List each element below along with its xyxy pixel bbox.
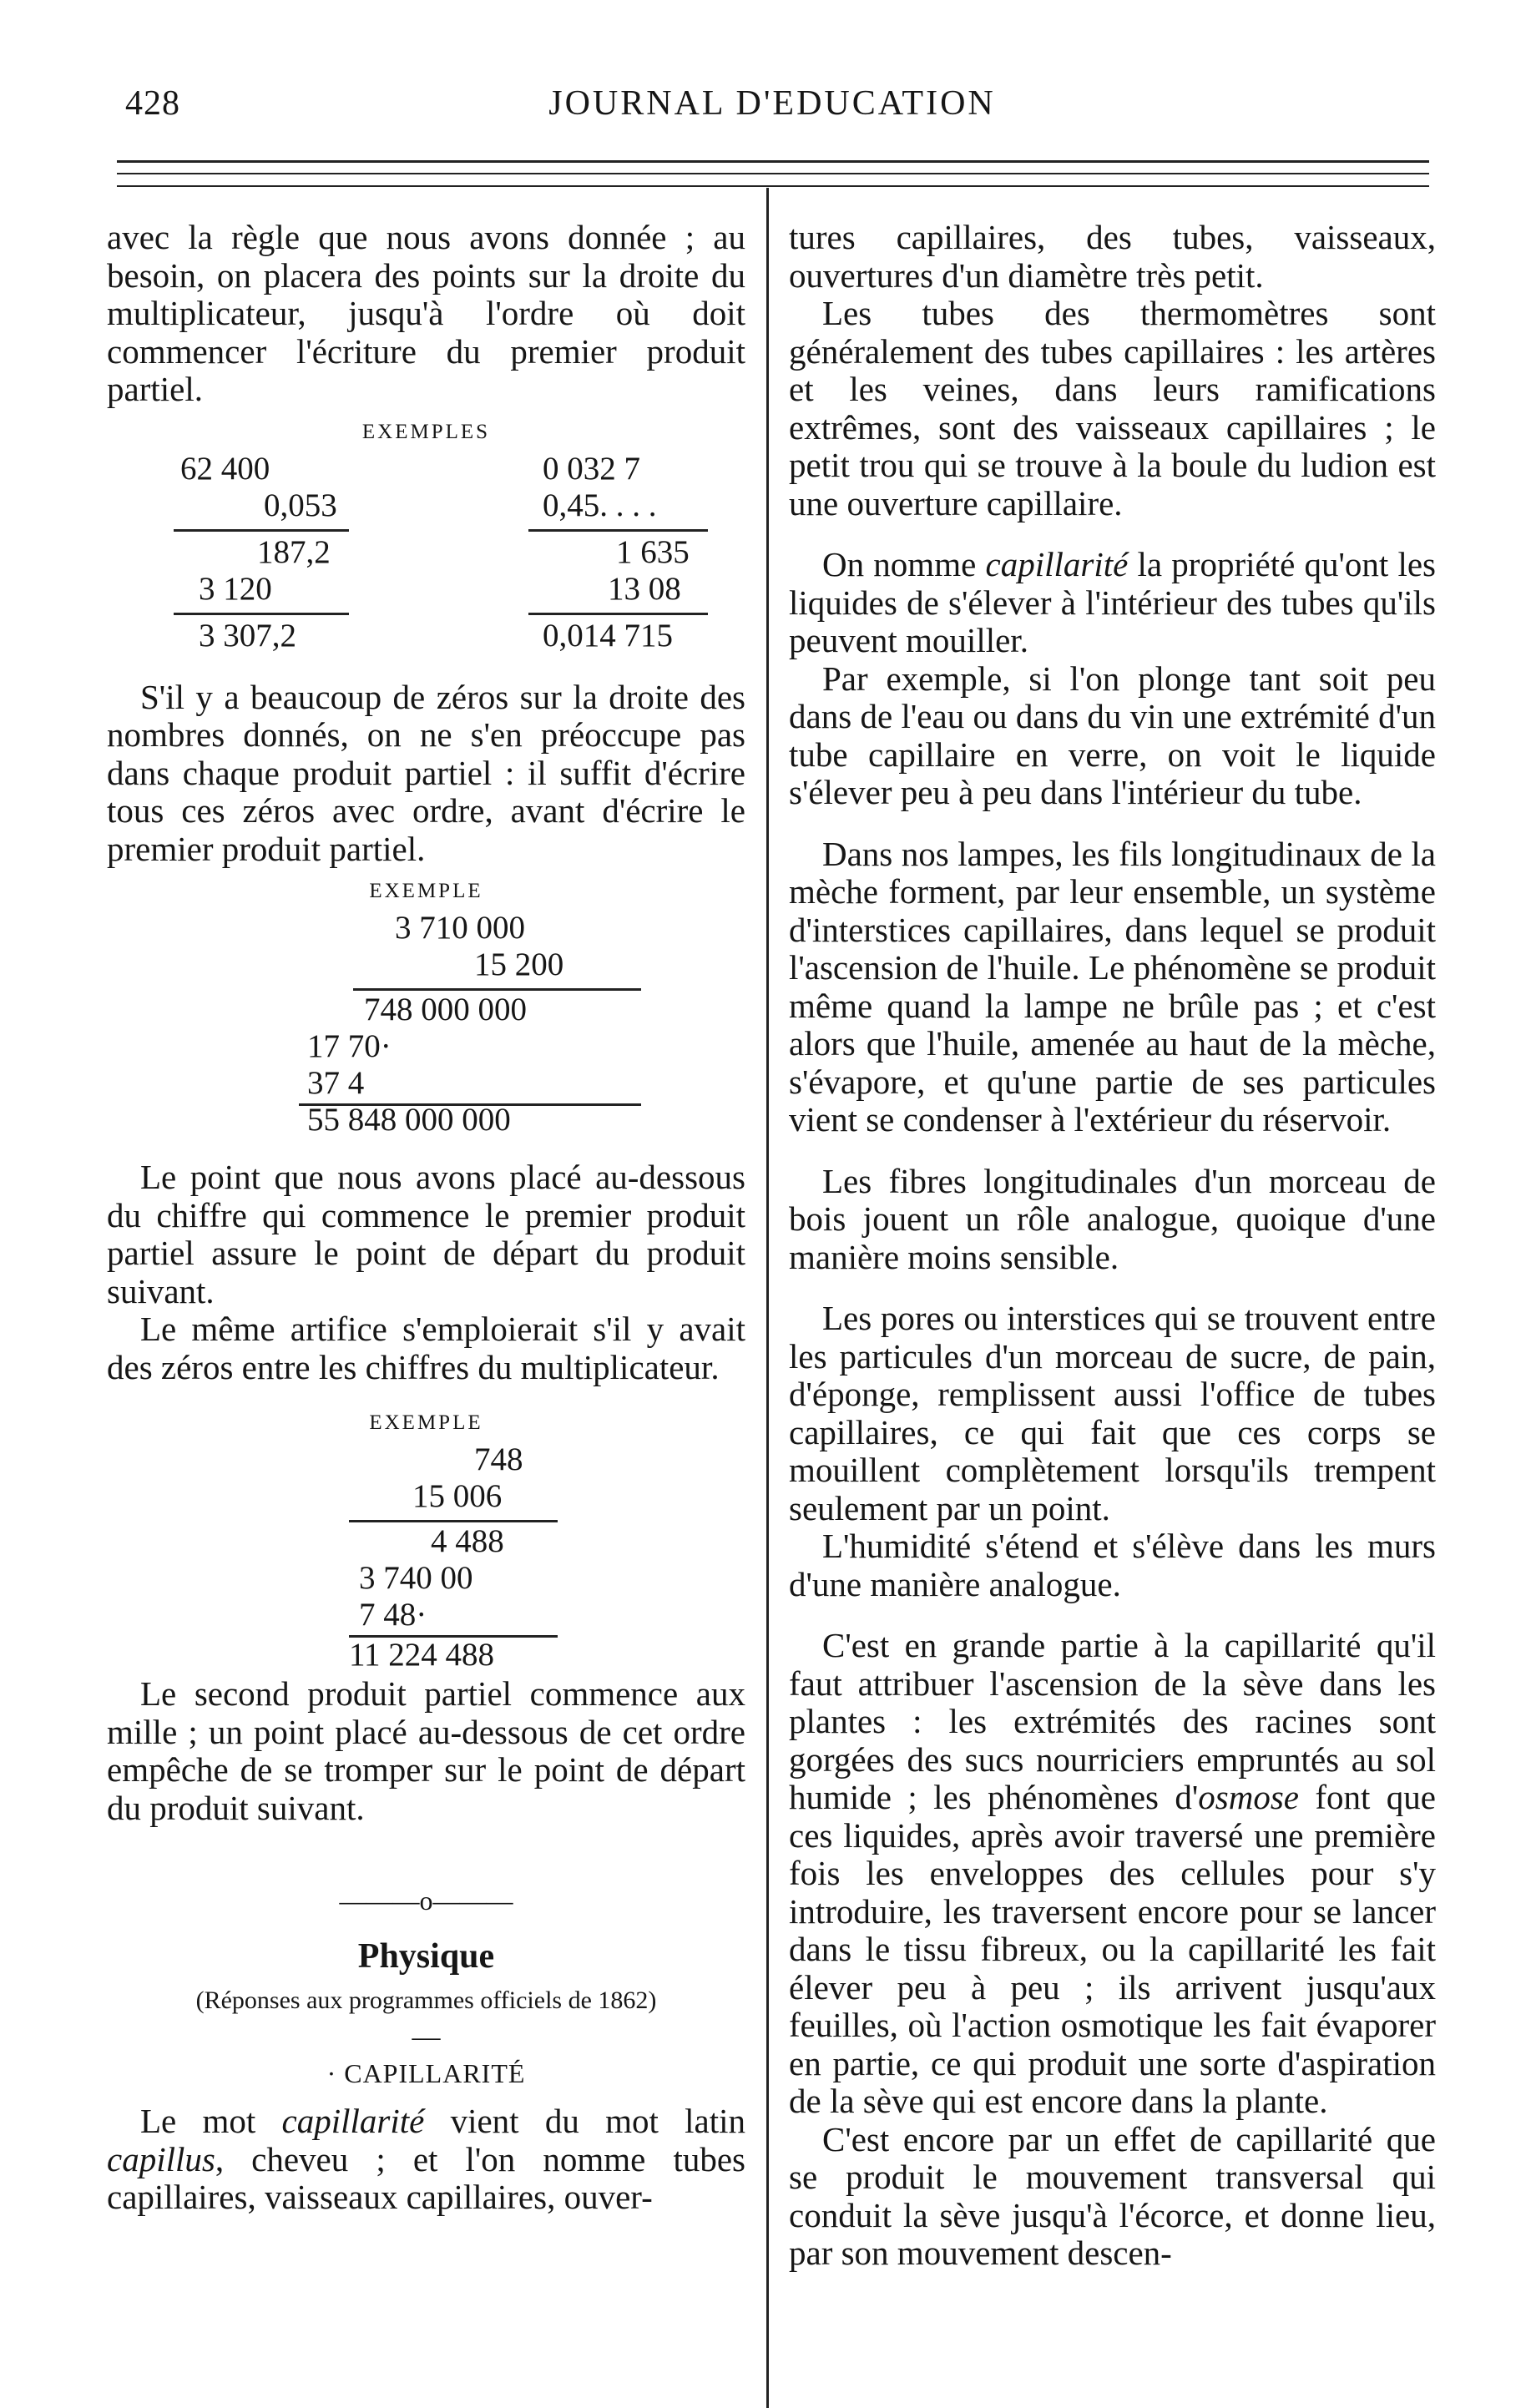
italic-term: capillus [107, 2139, 215, 2178]
calc-line: 37 4 [307, 1065, 365, 1101]
italic-term: capillarité [985, 545, 1129, 583]
paragraph-zeros: S'il y a beaucoup de zéros sur la droite des nombres donnés, on ne s'en préoccupe pas dans chaque produit partiel : il suffit d'écrire tous ces zéros avec ordre, avant d'écrire le premier produit partiel. [107, 677, 745, 868]
calc-line: 62 400 [180, 450, 270, 487]
text-run: la propriété qu'ont les liquides de s'élever à l'intérieur des tubes qu'ils peuvent mouiller. [789, 545, 1437, 659]
running-title: JOURNAL D'EDUCATION [548, 84, 996, 123]
calc-line: 11 224 488 [349, 1637, 495, 1673]
paragraph-right-2: Les tubes des thermomètres sont généralement des tubes capillaires : les artères et les veines, dans leurs ramifications extrêmes, sont des vaisseaux capillaires ; le petit trou qui se trouve à la boule du ludion est une ouverture capillaire. [789, 294, 1436, 522]
calc-line: 4 488 [431, 1523, 504, 1559]
calc-line: 3 120 [199, 570, 272, 607]
calc-line: 7 48· [359, 1597, 427, 1633]
paragraph-right-6: Les fibres longitudinales d'un morceau de bois jouent un rôle analogue, quoique d'une manière moins sensible. [789, 1161, 1436, 1276]
text-run: On nomme [822, 545, 986, 583]
example-calculations-1 [107, 451, 745, 655]
calc-line: 0,014 715 [543, 617, 673, 654]
text-run: vient du mot latin [424, 2102, 745, 2140]
column-divider [766, 188, 769, 2408]
header-rule-third [117, 185, 1429, 187]
paragraph-right-3 [789, 546, 1436, 660]
subsection-title: · CAPILLARITÉ [326, 2058, 526, 2088]
paragraph-intro: avec la règle que nous avons donnée ; au besoin, on placera des points sur la droite du multiplicateur, jusqu'à l'ordre où doit commencer l'écriture du premier produit partiel. [107, 218, 745, 408]
calc-bar [174, 529, 349, 532]
paragraph-right-9 [789, 1627, 1436, 2121]
calc-line: 15 200 [474, 947, 564, 982]
calc-bar [174, 613, 349, 615]
page-number: 428 [125, 84, 180, 123]
section-dash: — [412, 2022, 441, 2052]
calc-line: 1 635 [616, 533, 690, 570]
calc-bar [353, 988, 641, 991]
calc-line: 3 740 00 [359, 1560, 473, 1596]
paragraph-right-7: Les pores ou interstices qui se trouvent entre les particules d'un morceau de sucre, de pain, d'éponge, remplissent aussi l'office de tubes capillaires, ce qui fait que ces corps se mouillent complètement lorsqu'ils trempent seulement par un point. [789, 1299, 1436, 1527]
paragraph-right-5: Dans nos lampes, les fils longitudinaux de la mèche forment, par leur ensemble, un système d'interstices capillaires, dans lequel se produit l'ascension de l'huile. Le phénomène se produit même quand la lampe ne brûle pas ; et c'est alors que l'huile, amenée au haut de la mèche, s'évapore, et qu'une partie de ses particules vient se condenser à l'extérieur du réservoir. [789, 834, 1436, 1138]
section-title: Physique [357, 1937, 495, 1976]
calc-line: 55 848 000 000 [307, 1102, 511, 1138]
text-run: Le mot [140, 2102, 282, 2140]
example-label-1: EXEMPLES [361, 420, 491, 443]
calc-line: 748 [474, 1441, 523, 1477]
example-label-3: EXEMPLE [369, 1411, 483, 1434]
left-column [107, 219, 745, 2217]
paragraph-right-1: tures capillaires, des tubes, vaisseaux, ouvertures d'un diamètre très petit. [789, 218, 1436, 295]
calc-line: 0,053 [264, 487, 337, 523]
italic-term: osmose [1198, 1778, 1299, 1816]
text-run: font que ces liquides, après avoir traversé une première fois les enveloppes des cellules pour s'y introduire, les traversent encore pour se lancer dans le tissu fibreux, ou la capillarité les fait élever peu à peu ; ils arrivent jusqu'aux feuilles, où l'action osmotique les fait évaporer en partie, ce qui produit une sorte d'aspiration de la sève qui est encore dans la plante. [789, 1778, 1436, 2120]
calc-line: 3 307,2 [199, 617, 296, 654]
calc-line: 13 08 [608, 570, 681, 607]
calc-line: 0,45. . . . [543, 487, 657, 523]
paragraph-capillarite-def [107, 2103, 745, 2217]
example-calculation-3 [107, 1441, 745, 1675]
italic-term: capillarité [281, 2102, 425, 2140]
header-rule-bottom [117, 173, 1429, 174]
calc-bar [528, 529, 708, 532]
page-header [125, 83, 1419, 134]
calc-line: 15 006 [412, 1478, 503, 1514]
calc-line: 187,2 [257, 533, 331, 570]
calc-line: 0 032 7 [543, 450, 640, 487]
text-run: C'est en grande partie à la capillarité qu'il faut attribuer l'ascension de la sève dans les plantes : les extrémités des racines sont gorgées des sucs nourriciers empruntés au sol humide ; les phénomènes d' [789, 1626, 1436, 1816]
example-calculation-2 [107, 910, 745, 1138]
section-ornament: ———o——— [339, 1886, 513, 1916]
paragraph-right-10: C'est encore par un effet de capillarité que se produit le mouvement transversal qui conduit la sève jusqu'à l'écorce, et donne lieu, par son mouvement descen- [789, 2119, 1436, 2272]
calc-bar [349, 1520, 558, 1522]
paragraph-artifice: Le même artifice s'emploierait s'il y avait des zéros entre les chiffres du multiplicateur. [107, 1310, 745, 1386]
calc-line: 17 70· [307, 1028, 392, 1064]
example-label-2: EXEMPLE [369, 880, 483, 902]
paragraph-second-product: Le second produit partiel commence aux mille ; un point placé au-dessous de cet ordre empêche de se tromper sur le point de départ du produit suivant. [107, 1674, 745, 1827]
paragraph-right-4: Par exemple, si l'on plonge tant soit peu dans de l'eau ou dans du vin une extrémité d'un tube capillaire en verre, on voit le liquide s'élever peu à peu dans l'intérieur du tube. [789, 659, 1436, 811]
calc-line: 3 710 000 [395, 910, 525, 946]
calc-bar [528, 613, 708, 615]
header-rule-top [117, 160, 1429, 163]
right-column [789, 219, 1436, 2273]
paragraph-right-8: L'humidité s'étend et s'élève dans les murs d'une manière analogue. [789, 1527, 1436, 1603]
calc-line: 748 000 000 [364, 992, 527, 1027]
paragraph-point: Le point que nous avons placé au-dessous du chiffre qui commence le premier produit partiel assure le point de départ du produit suivant. [107, 1158, 745, 1310]
text-run: , cheveu ; et l'on nomme tubes capillaires, vaisseaux capillaires, ouver- [107, 2139, 745, 2216]
section-subtitle: (Réponses aux programmes officiels de 1862) [195, 1986, 657, 2014]
